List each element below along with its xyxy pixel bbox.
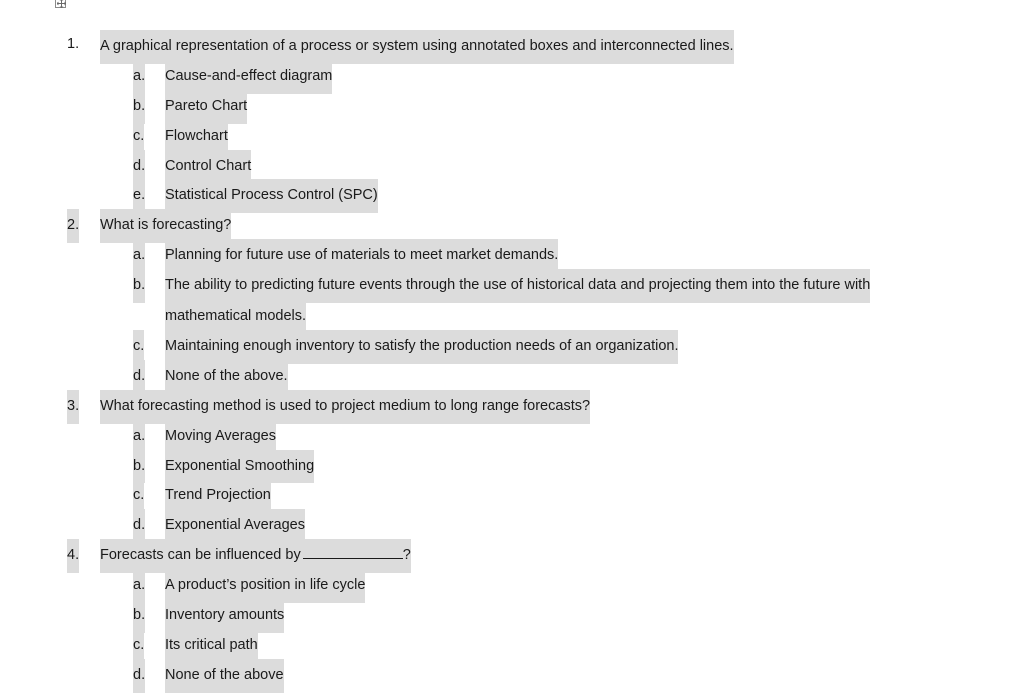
option-letter: c. bbox=[133, 479, 144, 513]
question-1 bbox=[0, 30, 1024, 60]
option-text-continued: mathematical models. bbox=[165, 299, 306, 334]
question-number: 4. bbox=[67, 539, 79, 573]
answer-blank bbox=[303, 544, 403, 559]
option-letter: a. bbox=[133, 420, 145, 454]
question-text: What is forecasting? bbox=[100, 209, 231, 243]
option-letter: b. bbox=[133, 599, 145, 633]
question-text-end: ? bbox=[402, 547, 411, 564]
question-text: What forecasting method is used to project medium to long range forecasts? bbox=[100, 390, 590, 424]
question-text-with-blank bbox=[100, 539, 411, 573]
question-2-option-a bbox=[0, 239, 1024, 269]
question-1-option-c bbox=[0, 120, 1024, 150]
option-letter: c. bbox=[133, 120, 144, 154]
option-text: Cause-and-effect diagram bbox=[165, 60, 332, 94]
option-letter: c. bbox=[133, 629, 144, 663]
question-2-option-b bbox=[0, 269, 1024, 299]
question-3-option-d bbox=[0, 509, 1024, 539]
question-2 bbox=[0, 209, 1024, 239]
option-text: Pareto Chart bbox=[165, 90, 247, 124]
question-1-option-e bbox=[0, 179, 1024, 209]
question-number: 1. bbox=[67, 36, 80, 52]
question-2-option-d bbox=[0, 360, 1024, 390]
question-1-option-a bbox=[0, 60, 1024, 90]
option-text: Planning for future use of materials to meet market demands. bbox=[165, 239, 558, 273]
option-text: Moving Averages bbox=[165, 420, 276, 454]
question-3-option-c bbox=[0, 479, 1024, 509]
option-letter: b. bbox=[133, 90, 145, 124]
option-text: Exponential Averages bbox=[165, 509, 305, 543]
option-text: Flowchart bbox=[165, 120, 228, 154]
option-text: None of the above bbox=[165, 659, 284, 693]
option-text: Statistical Process Control (SPC) bbox=[165, 179, 378, 213]
option-letter: d. bbox=[133, 659, 145, 693]
question-2-option-c bbox=[0, 330, 1024, 360]
question-text: A graphical representation of a process or system using annotated boxes and interconnected lines. bbox=[100, 30, 734, 64]
question-number: 2. bbox=[67, 209, 79, 243]
option-text: Exponential Smoothing bbox=[165, 450, 314, 484]
option-text: Trend Projection bbox=[165, 479, 271, 513]
question-3-option-b bbox=[0, 450, 1024, 480]
option-text: Its critical path bbox=[165, 629, 258, 663]
option-letter: a. bbox=[133, 569, 145, 603]
option-text: The ability to predicting future events through the use of historical data and projecting them into the future with bbox=[165, 269, 870, 303]
option-text: A product’s position in life cycle bbox=[165, 569, 365, 603]
option-text: Maintaining enough inventory to satisfy the production needs of an organization. bbox=[165, 330, 678, 364]
question-4-option-a bbox=[0, 569, 1024, 599]
option-letter: d. bbox=[133, 509, 145, 543]
question-4-option-b bbox=[0, 599, 1024, 629]
move-cross-icon bbox=[57, 0, 66, 8]
question-2-option-b-continued bbox=[0, 299, 1024, 330]
table-move-handle-icon[interactable] bbox=[55, 0, 66, 8]
option-letter: c. bbox=[133, 330, 144, 364]
document-page bbox=[0, 30, 1024, 689]
option-letter: d. bbox=[133, 150, 145, 184]
option-letter: d. bbox=[133, 360, 145, 394]
option-text: None of the above. bbox=[165, 360, 288, 394]
question-3 bbox=[0, 390, 1024, 420]
question-3-option-a bbox=[0, 420, 1024, 450]
question-4 bbox=[0, 539, 1024, 569]
option-text: Control Chart bbox=[165, 150, 251, 184]
option-letter: b. bbox=[133, 450, 145, 484]
question-number: 3. bbox=[67, 390, 79, 424]
option-letter: a. bbox=[133, 239, 145, 273]
option-text: Inventory amounts bbox=[165, 599, 284, 633]
option-letter: a. bbox=[133, 60, 145, 94]
question-text: Forecasts can be influenced by bbox=[100, 547, 301, 564]
option-letter: b. bbox=[133, 269, 145, 303]
question-1-option-b bbox=[0, 90, 1024, 120]
question-1-option-d bbox=[0, 150, 1024, 180]
question-4-option-d bbox=[0, 659, 1024, 689]
option-letter: e. bbox=[133, 179, 145, 213]
question-4-option-c bbox=[0, 629, 1024, 659]
